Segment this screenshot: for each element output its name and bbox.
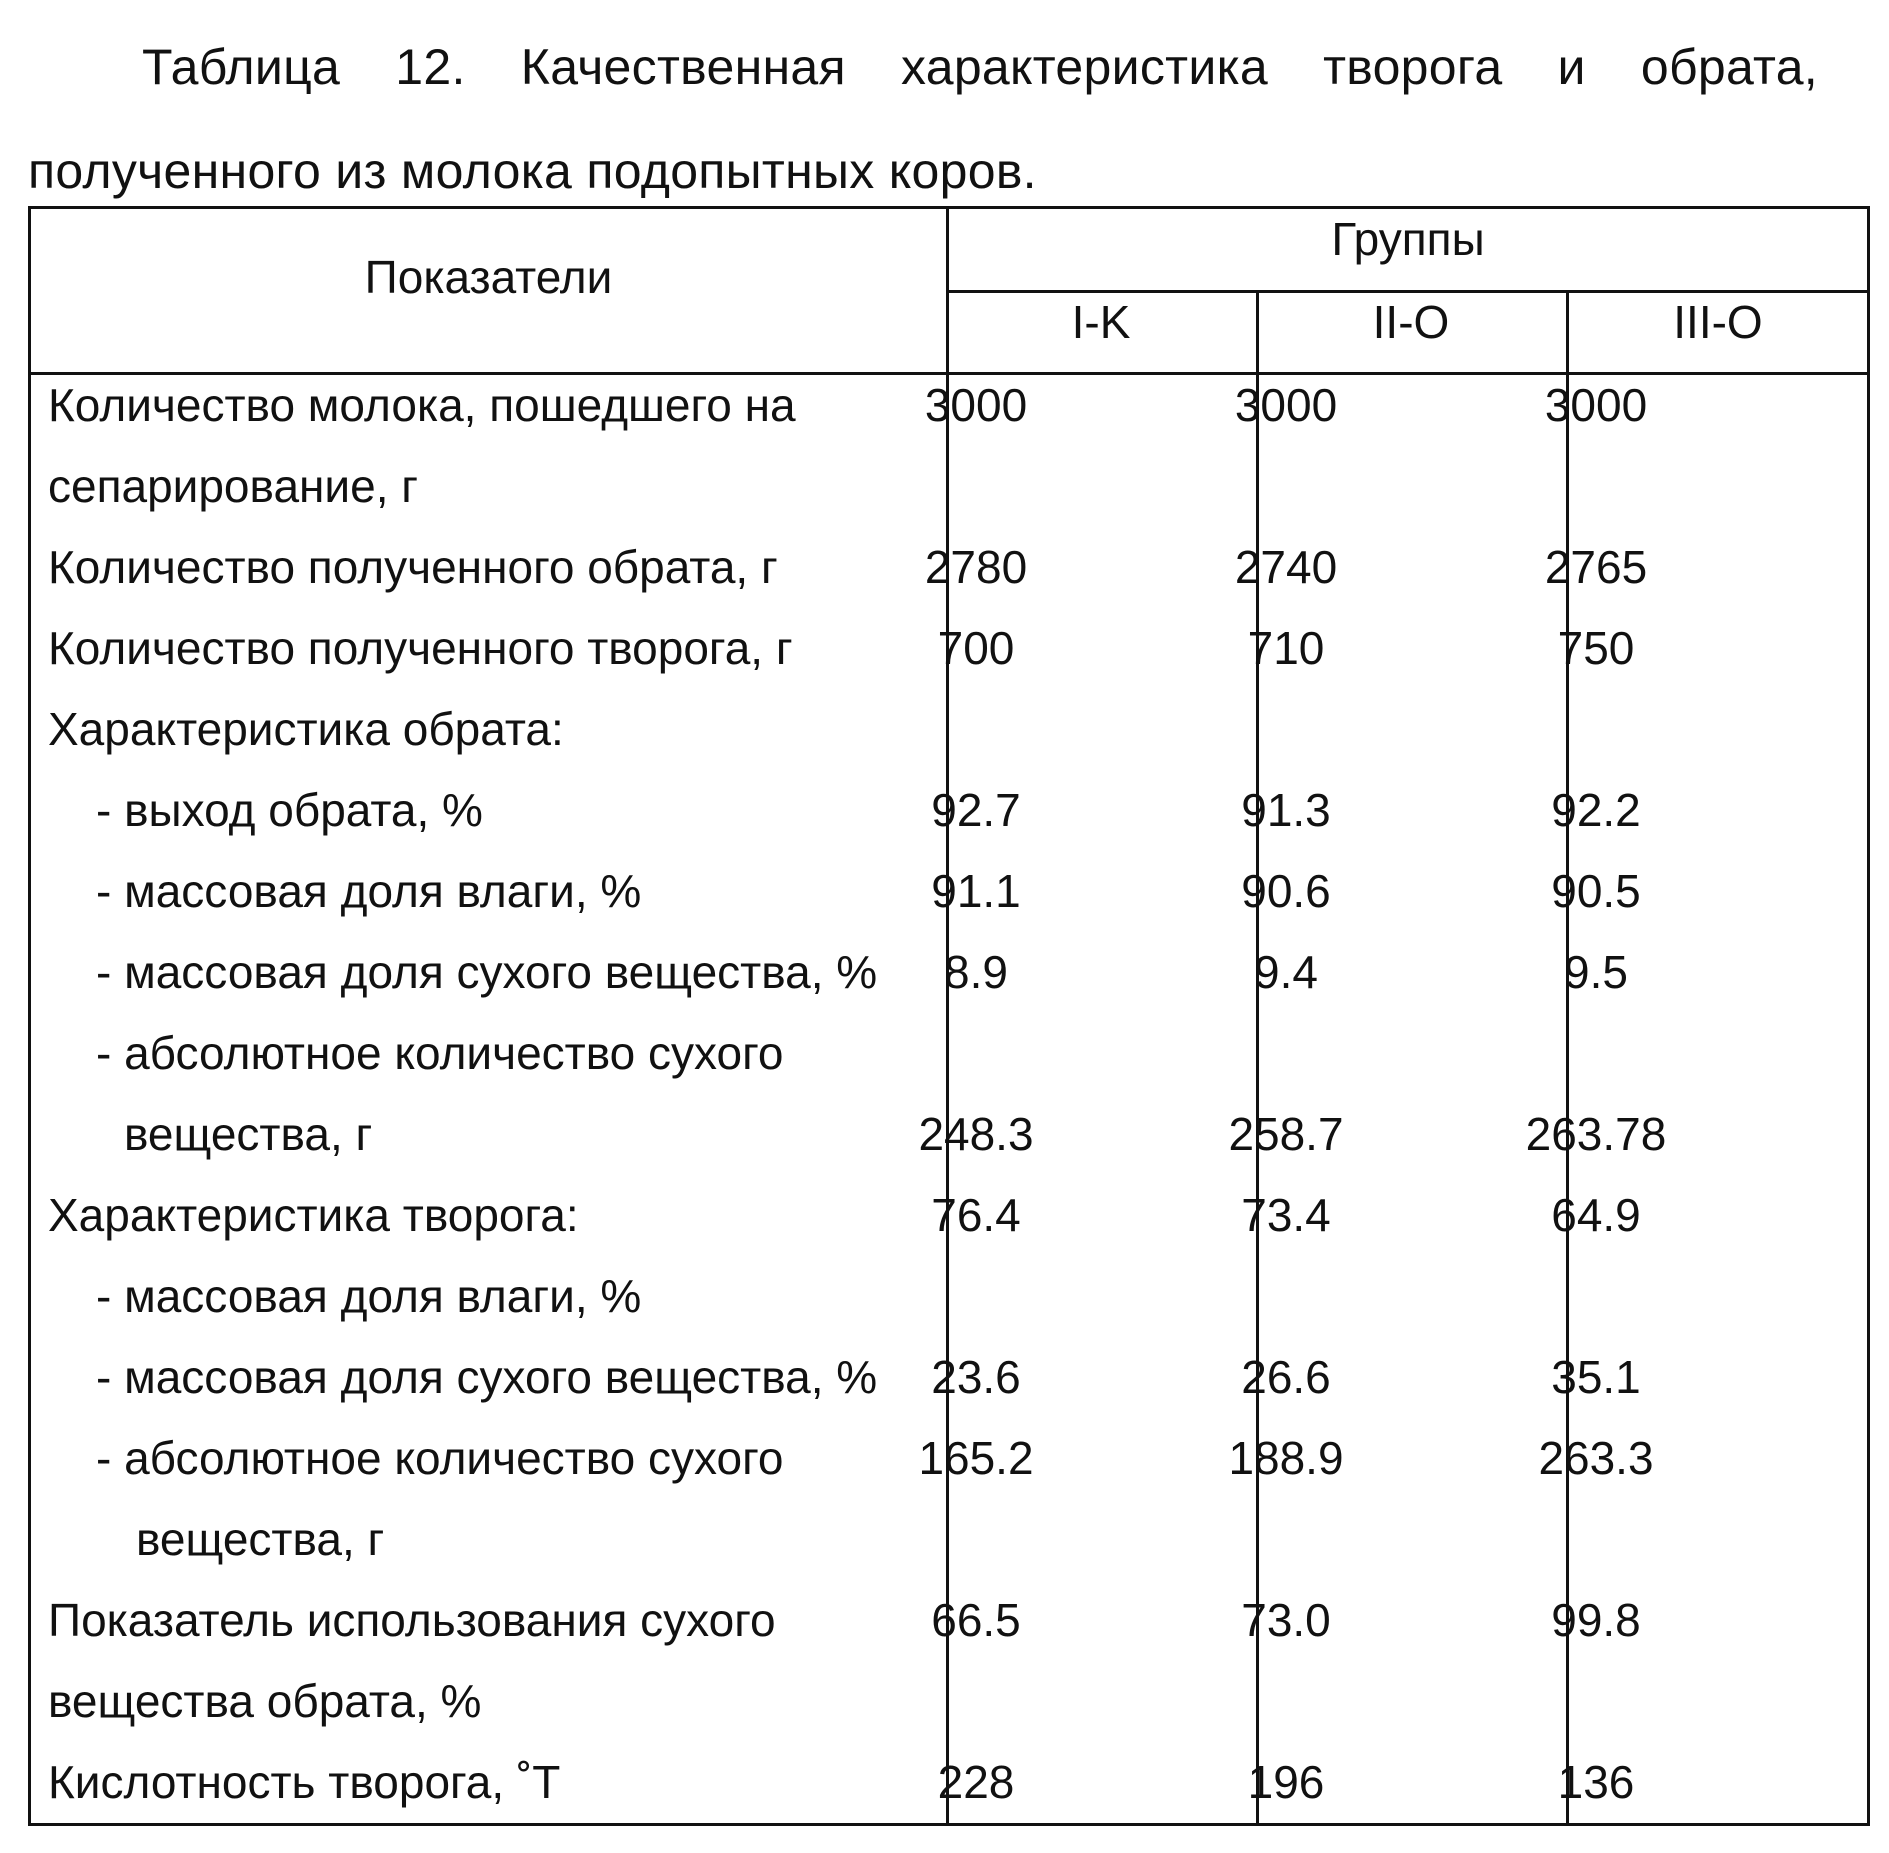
table-row [28,1427,1870,1508]
row-label: - массовая доля влаги, % [96,1270,642,1322]
cell-i-k: 92.7 [931,784,1021,836]
cell-ii-o: 26.6 [1241,1351,1331,1403]
row-label: Количество полученного обрата, г [48,541,778,593]
table-row [28,1346,1870,1427]
row-label: - абсолютное количество сухого [96,1432,784,1484]
row-label: вещества, г [136,1513,385,1565]
row-label: Количество молока, пошедшего на [48,379,796,431]
table-row [28,698,1870,779]
cell-iii-o: 263.78 [1525,1108,1667,1160]
cell-iii-o: 3000 [1544,379,1648,431]
cell-ii-o: 90.6 [1241,865,1331,917]
cell-i-k: 2780 [924,541,1028,593]
table-row [28,1508,1870,1589]
header-subdivider [946,290,1867,293]
table-caption [28,14,1818,224]
cell-iii-o: 9.5 [1564,946,1628,998]
table-row [28,1589,1870,1670]
table-row [28,941,1870,1022]
cell-ii-o: 258.7 [1228,1108,1344,1160]
table-row [28,1184,1870,1265]
cell-i-k: 165.2 [918,1432,1034,1484]
row-label: вещества обрата, % [48,1675,482,1727]
cell-iii-o: 92.2 [1551,784,1641,836]
header-col-1: I-K [1071,296,1131,348]
cell-ii-o: 73.4 [1241,1189,1331,1241]
row-label: Показатель использования сухого [48,1594,776,1646]
table-row [28,617,1870,698]
cell-iii-o: 90.5 [1551,865,1641,917]
row-label: - массовая доля сухого вещества, % [96,946,878,998]
row-label: - массовая доля сухого вещества, % [96,1351,878,1403]
cell-iii-o: 2765 [1544,541,1648,593]
cell-i-k: 8.9 [944,946,1008,998]
row-label: - выход обрата, % [96,784,483,836]
row-label: Кислотность творога, ˚Т [48,1756,561,1808]
cell-ii-o: 196 [1247,1756,1325,1808]
cell-ii-o: 91.3 [1241,784,1331,836]
table-row [28,536,1870,617]
cell-ii-o: 9.4 [1254,946,1318,998]
header-col-3: III-O [1673,296,1763,348]
header-col-2: II-O [1372,296,1450,348]
cell-i-k: 228 [937,1756,1015,1808]
row-label: Характеристика творога: [48,1189,579,1241]
cell-ii-o: 3000 [1234,379,1338,431]
cell-ii-o: 188.9 [1228,1432,1344,1484]
table-row [28,1670,1870,1751]
row-label: Количество полученного творога, г [48,622,793,674]
header-indicators: Показатели [364,251,613,303]
cell-i-k: 248.3 [918,1108,1034,1160]
cell-iii-o: 64.9 [1551,1189,1641,1241]
header-groups: Группы [1331,213,1485,265]
table-row [28,374,1870,455]
table-row [28,1751,1870,1832]
row-label: - массовая доля влаги, % [96,865,642,917]
row-label: - абсолютное количество сухого [96,1027,784,1079]
cell-iii-o: 750 [1557,622,1635,674]
caption-line-2: полученного из молока подопытных коров. [28,143,1037,199]
row-label: Характеристика обрата: [48,703,564,755]
table-row [28,1265,1870,1346]
table-row [28,1022,1870,1103]
cell-i-k: 23.6 [931,1351,1021,1403]
cell-iii-o: 263.3 [1538,1432,1654,1484]
table-row [28,860,1870,941]
cell-ii-o: 710 [1247,622,1325,674]
row-label: сепарирование, г [48,460,419,512]
row-label: вещества, г [124,1108,373,1160]
cell-i-k: 700 [937,622,1015,674]
table-row [28,1103,1870,1184]
cell-i-k: 91.1 [931,865,1021,917]
cell-ii-o: 73.0 [1241,1594,1331,1646]
table-body [28,374,1870,1832]
cell-i-k: 76.4 [931,1189,1021,1241]
caption-line-1: Таблица 12. Качественная характеристика творога и обрата, [142,39,1818,95]
cell-iii-o: 99.8 [1551,1594,1641,1646]
table-row [28,455,1870,536]
cell-ii-o: 2740 [1234,541,1338,593]
cell-i-k: 3000 [924,379,1028,431]
cell-iii-o: 136 [1557,1756,1635,1808]
cell-i-k: 66.5 [931,1594,1021,1646]
table-row [28,779,1870,860]
cell-iii-o: 35.1 [1551,1351,1641,1403]
